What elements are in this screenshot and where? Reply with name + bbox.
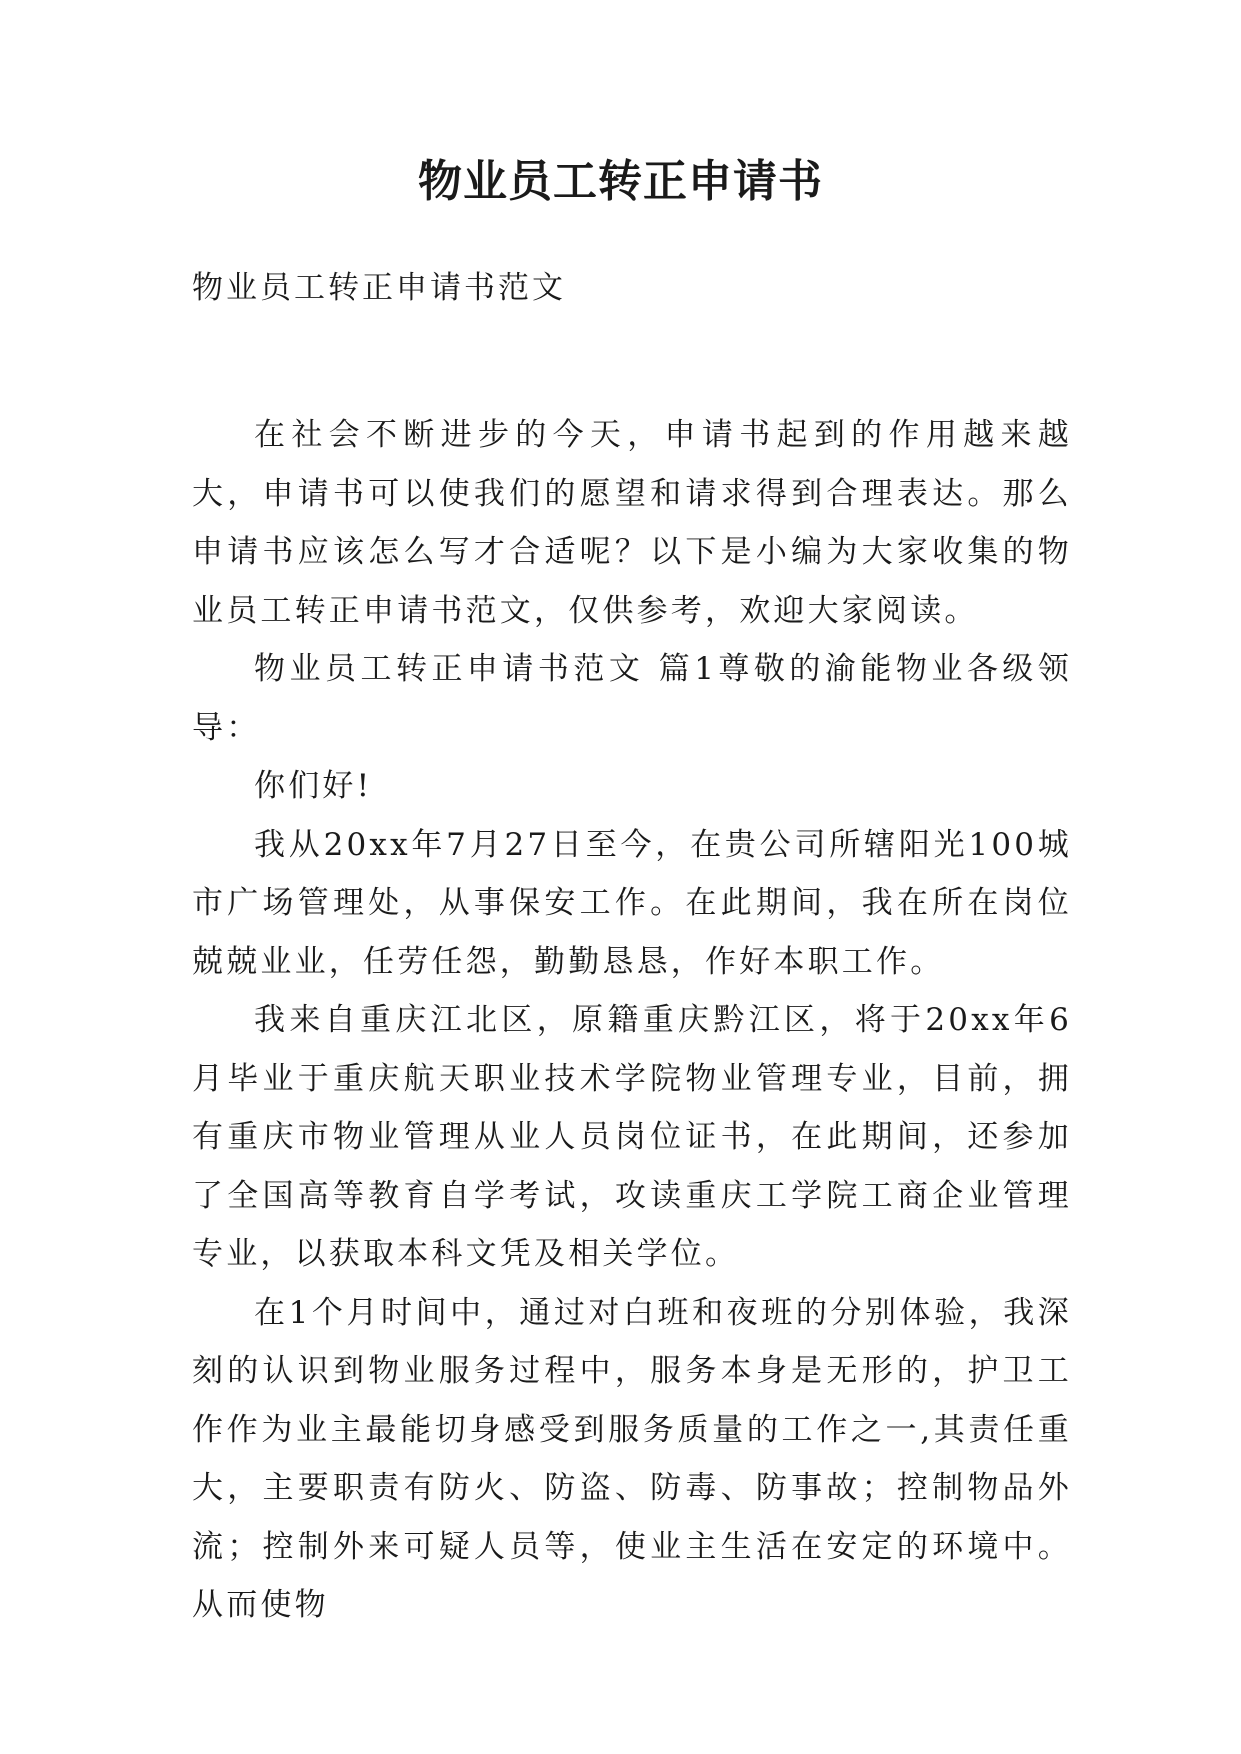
paragraph-heading: 物业员工转正申请书范文 篇1尊敬的渝能物业各级领导： bbox=[192, 651, 1072, 746]
paragraph-greeting: 你们好! bbox=[254, 768, 373, 804]
document-body bbox=[192, 406, 1072, 1635]
paragraph-experience: 在1个月时间中，通过对白班和夜班的分别体验，我深刻的认识到物业服务过程中，服务本身是无形的，护卫工作作为业主最能切身感受到服务质量的工作之一,其责任重大，主要职责有防火、防盗、防毒、防事故；控制物品外流；控制外来可疑人员等，使业主生活在安定的环境中。从而使物 bbox=[192, 1294, 1072, 1623]
document-subtitle: 物业员工转正申请书范文 bbox=[192, 270, 566, 306]
document-title: 物业员工转正申请书 bbox=[418, 156, 823, 207]
paragraph-work-period: 我从20xx年7月27日至今，在贵公司所辖阳光100城市广场管理处，从事保安工作。在此期间，我在所在岗位兢兢业业，任劳任怨，勤勤恳恳，作好本职工作。 bbox=[192, 826, 1072, 980]
paragraph-intro: 在社会不断进步的今天，申请书起到的作用越来越大，申请书可以使我们的愿望和请求得到合理表达。那么申请书应该怎么写才合适呢？以下是小编为大家收集的物业员工转正申请书范文，仅供参考，欢迎大家阅读。 bbox=[192, 417, 1072, 629]
paragraph-background: 我来自重庆江北区，原籍重庆黔江区，将于20xx年6月毕业于重庆航天职业技术学院物业管理专业，目前，拥有重庆市物业管理从业人员岗位证书，在此期间，还参加了全国高等教育自学考试，攻读重庆工学院工商企业管理专业，以获取本科文凭及相关学位。 bbox=[192, 1002, 1072, 1272]
